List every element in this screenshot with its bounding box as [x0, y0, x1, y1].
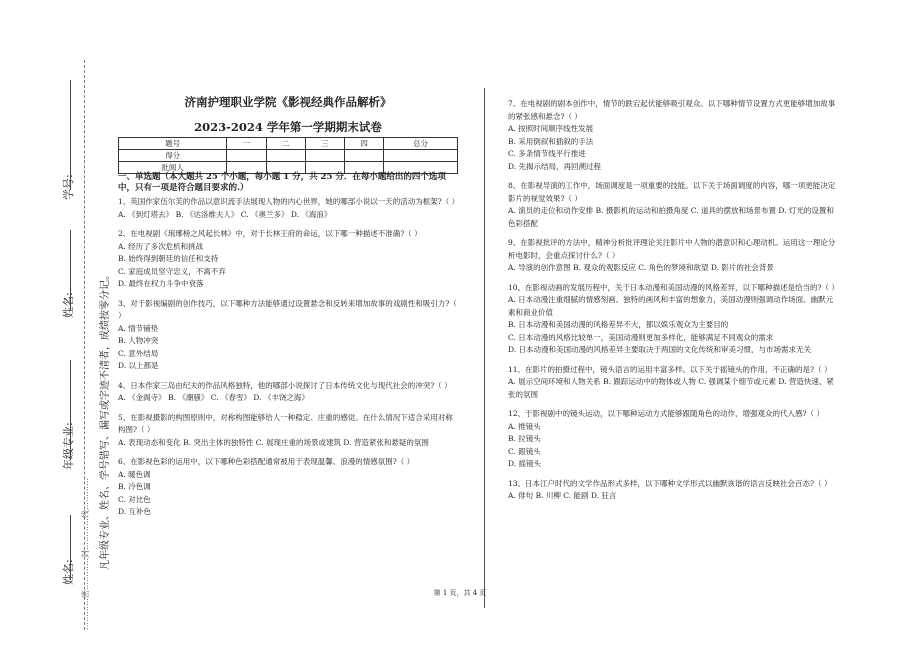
question-option: A. 暖色调 [118, 469, 151, 479]
column-divider [484, 88, 485, 608]
notice-text: 凡年级专业、姓名、学号错写、漏写或字迹不清者，成绩按零分记。 [100, 270, 111, 570]
question-text: 10、在影视动画的发展历程中，关于日本动漫和美国动漫的风格差异，以下哪种描述是恰当的?（ ） [508, 282, 839, 292]
student-id-label: 学号: [62, 174, 75, 200]
name-label: 姓名: [62, 292, 75, 318]
score-cell[interactable] [384, 150, 458, 162]
seal-line-text: …………密…………封…………线………… [81, 478, 90, 630]
question [118, 228, 458, 291]
section-heading: 一、单选题（本大题共 25 个小题，每小题 1 分，共 25 分．在每小题给出的四个选项中，只有一项是符合题目要求的.） [118, 172, 446, 193]
question [508, 98, 838, 173]
question [118, 412, 458, 450]
question-option: A. 经历了多次危机和挑战 [118, 241, 204, 251]
question [508, 282, 838, 357]
question [508, 364, 838, 402]
question [508, 478, 838, 503]
score-row-label: 得分 [119, 150, 227, 162]
score-cell[interactable] [344, 150, 383, 162]
question-option: B. 始终得到朝廷的信任和支持 [118, 254, 219, 263]
score-header: 一 [227, 138, 266, 150]
right-question-column [508, 98, 838, 503]
question-option: A. 俳句 B. 川柳 C. 能剧 D. 狂言 [508, 491, 617, 500]
question-text: 2、在电视剧《琅琊榜之风起长林》中，对于长林王府的命运，以下哪一种描述不准确?（ ） [118, 229, 422, 238]
question-option: C. 多条情节线平行推进 [508, 149, 586, 158]
question [118, 298, 458, 373]
score-cell[interactable] [266, 150, 305, 162]
grader-row-label: 批阅人 [119, 162, 227, 174]
question-option: D. 先揭示结局，再回溯过程 [508, 161, 602, 171]
question-option: C. 对比色 [118, 494, 151, 504]
score-header: 三 [305, 138, 344, 150]
question-text: 3、对于影视编剧的创作技巧，以下哪种方法能够通过设置悬念和反转来增加故事的戏剧性和吸引力?（ ） [118, 298, 457, 320]
score-header: 四 [344, 138, 383, 150]
question-text: 11、在影片的拍摄过程中，镜头语言的运用丰富多样。以下关于摇镜头的作用，不正确的是?（ ） [508, 364, 832, 374]
question-text: 7、在电视剧的剧本创作中，情节的跌宕起伏能够吸引观众。以下哪种情节设置方式更能够增加故事的紧张感和悬念?（ ） [508, 99, 836, 121]
binding-margin [0, 0, 110, 651]
left-question-column [118, 196, 458, 519]
question [118, 196, 458, 221]
name-line-bottom [70, 515, 71, 580]
question-option: A. 展示空间环境和人物关系 B. 跟踪运动中的物体或人物 C. 强调某个细节或元素 D. 营造快速、紧张的氛围 [508, 377, 834, 399]
exam-title: 济南护理职业学院《影视经典作品解析》 [184, 95, 392, 109]
score-header: 二 [266, 138, 305, 150]
question-text: 8、在影视导演的工作中，场面调度是一项重要的技能。以下关于场面调度的内容，哪一项更能决定影片的视觉效果?（ ） [508, 181, 836, 203]
question-option: B. 人物冲突 [118, 336, 159, 345]
score-row [119, 150, 458, 162]
question-option: D. 日本动漫和美国动漫的风格差异主要取决于两国的文化传统和审美习惯，与市场需求无关 [508, 345, 812, 354]
question-option: A. 日本动漫注重细腻的情感刻画、独特的画风和丰富的想象力，美国动漫则强调动作场面、幽默元素和商业价值 [508, 295, 834, 317]
question-option: C. 跟镜头 [508, 446, 541, 456]
question-option: C. 日本动漫的风格比较单一，美国动漫则更加多样化，能够满足不同观众的需求 [508, 332, 774, 342]
question [508, 237, 838, 275]
score-header: 题号 [119, 138, 227, 150]
question [508, 408, 838, 471]
question-option: D. 互补色 [118, 507, 152, 516]
question-option: A. 导演的创作意图 B. 观众的观影反应 C. 角色的梦境和欲望 D. 影片的社会背景 [508, 263, 774, 272]
seal-dashed-line [84, 60, 85, 630]
question-option: D. 最终在权力斗争中衰落 [118, 279, 204, 288]
grade-major-line [70, 360, 71, 460]
question-option: B. 冷色调 [118, 482, 151, 491]
question-option: B. 日本动漫和美国动漫的风格差异不大，都以娱乐观众为主要目的 [508, 320, 729, 329]
question-text: 4、日本作家三岛由纪夫的作品风格独特，他的哪部小说探讨了日本传统文化与现代社会的冲突?（ ） [118, 380, 452, 390]
question-text: 5、在影视摄影的构图原则中，对称构图能够给人一种稳定、庄重的感觉。在什么情况下适合采用对称构图?（ ） [118, 412, 453, 434]
question-text: 1、英国作家伍尔芙的作品以意识流手法展现人物的内心世界，她的哪部小说以一天的活动为框架?（ ） [118, 197, 460, 206]
question [118, 456, 458, 519]
student-id-line [70, 80, 71, 190]
question-option: A. 表现动态和变化 B. 突出主体的独特性 C. 展现庄重的场景或建筑 D. 营造紧张和悬疑的氛围 [118, 437, 429, 447]
score-header-row [119, 138, 458, 150]
score-cell[interactable] [305, 150, 344, 162]
question-option: D. 以上都是 [118, 361, 159, 370]
question-option: A. 《到灯塔去》 B. 《达洛维夫人》 C. 《奥兰多》 D. 《海浪》 [118, 209, 332, 219]
question-option: A. 按照时间顺序线性发展 [508, 124, 594, 133]
grade-major-label: 年级专业: [62, 422, 75, 470]
name-label-bottom: 姓名: [62, 559, 75, 585]
question-option: A. 推镜头 [508, 421, 541, 431]
score-table [118, 137, 458, 174]
question-option: A. 《金阁寺》 B. 《潮骚》 C. 《春雪》 D. 《丰饶之海》 [118, 393, 309, 402]
question-option: B. 拉镜头 [508, 434, 541, 443]
question-text: 12、于影视剧中的镜头运动，以下哪种运动方式能够跟随角色的动作，增强观众的代入感?（ ） [508, 409, 824, 418]
question-text: 13、日本江户时代的文学作品形式多样，以下哪种文学形式以幽默诙谐的语言反映社会百态?（ ） [508, 478, 832, 488]
question-option: C. 家庭成员坚守忠义，不离不弃 [118, 266, 226, 276]
score-header: 总分 [384, 138, 458, 150]
question-text: 9、在影视批评的方法中，精神分析批评理论关注影片中人物的潜意识和心理动机。运用这一理论分析电影时，会重点探讨什么?（ ） [508, 238, 836, 260]
question-option: A. 情节铺垫 [118, 323, 159, 333]
question-option: D. 摇镜头 [508, 459, 542, 468]
question-option: B. 采用倒叙和插叙的手法 [508, 136, 594, 146]
question-option: A. 演员的走位和动作安排 B. 摄影机的运动和拍摄角度 C. 道具的摆放和场景布置 D. 灯光的设置和色彩搭配 [508, 206, 834, 228]
score-cell[interactable] [227, 150, 266, 162]
question [508, 180, 838, 230]
question [118, 380, 458, 405]
question-text: 6、在影视色彩的运用中，以下哪种色彩搭配通常被用于表现温馨、浪漫的情感氛围?（ ） [118, 457, 415, 466]
question-option: C. 意外结局 [118, 348, 159, 358]
name-line [70, 230, 71, 310]
exam-subtitle: 2023-2024 学年第一学期期末试卷 [194, 120, 382, 134]
page-footer: 第 1 页，共 4 页 [433, 589, 487, 597]
